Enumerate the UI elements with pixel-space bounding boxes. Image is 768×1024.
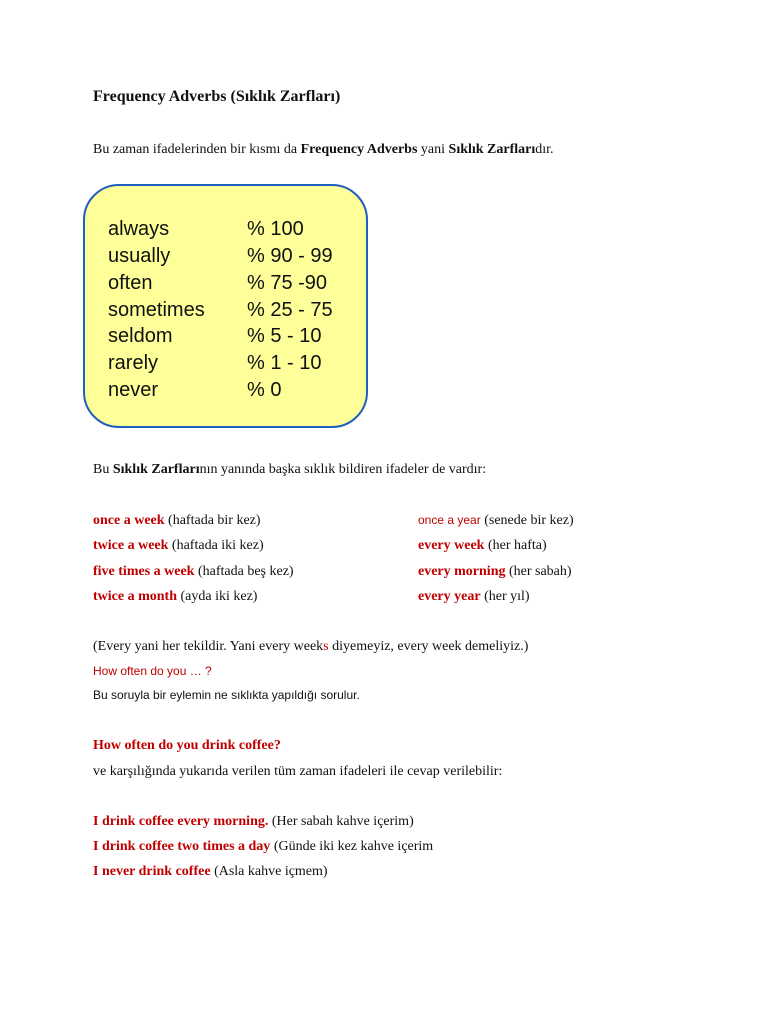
expression-phrase: every morning (418, 564, 506, 579)
intro-bold-frequency-adverbs: Frequency Adverbs (300, 142, 418, 157)
expression-meaning: (her yıl) (480, 589, 530, 604)
expression-item (418, 589, 530, 605)
frequency-percent: % 25 - 75 (247, 299, 333, 321)
expression-item (93, 564, 294, 580)
frequency-percent: % 75 -90 (247, 272, 328, 294)
note-red-s: s (323, 639, 329, 654)
frequency-word: rarely (108, 352, 159, 374)
example-sentence (93, 864, 328, 880)
other-expressions-intro (93, 462, 486, 478)
how-often-heading: How often do you … ? (93, 664, 212, 678)
note-pre: (Every yani her tekildir. Yani every week (93, 639, 324, 654)
intro-paragraph (93, 142, 554, 158)
frequency-word: sometimes (108, 299, 205, 321)
example-turkish: (Günde iki kez kahve içerim (270, 839, 434, 854)
frequency-percent: % 0 (247, 379, 282, 401)
expression-item (93, 538, 264, 554)
expression-item (418, 538, 547, 554)
intro-text-mid: yani (417, 142, 449, 157)
expression-phrase: twice a month (93, 589, 177, 604)
expression-meaning: (haftada bir kez) (164, 513, 261, 528)
frequency-percent: % 100 (247, 218, 304, 240)
expression-phrase: five times a week (93, 564, 195, 579)
other-intro-pre: Bu (93, 462, 113, 477)
example-turkish: (Asla kahve içmem) (210, 864, 328, 879)
example-english: I drink coffee two times a day (93, 839, 271, 854)
frequency-table-box (83, 184, 368, 428)
answer-intro: ve karşılığında yukarıda verilen tüm zaman ifadeleri ile cevap verilebilir: (93, 764, 503, 779)
intro-text-post: dır. (535, 142, 554, 157)
example-question: How often do you drink coffee? (93, 738, 281, 753)
expression-meaning: (her sabah) (505, 564, 572, 579)
other-intro-post: nın yanında başka sıklık bildiren ifadeler de vardır: (199, 462, 487, 477)
frequency-word: always (108, 218, 170, 240)
frequency-percent: % 90 - 99 (247, 245, 333, 267)
every-note (93, 639, 528, 655)
expression-meaning: (ayda iki kez) (177, 589, 258, 604)
example-sentence (93, 814, 414, 830)
expression-meaning: (haftada beş kez) (194, 564, 294, 579)
expression-item (418, 513, 574, 529)
expression-item (93, 589, 257, 605)
intro-bold-siklik-zarflari: Sıklık Zarfları (448, 142, 536, 157)
expression-phrase: every week (418, 538, 485, 553)
note-post: diyemeyiz, every week demeliyiz.) (328, 639, 529, 654)
frequency-word: often (108, 272, 153, 294)
intro-text-pre: Bu zaman ifadelerinden bir kısmı da (93, 142, 301, 157)
expression-item (418, 564, 572, 580)
frequency-percent: % 5 - 10 (247, 325, 322, 347)
example-turkish: (Her sabah kahve içerim) (268, 814, 414, 829)
page-title: Frequency Adverbs (Sıklık Zarfları) (93, 88, 341, 105)
other-intro-bold: Sıklık Zarfları (112, 462, 200, 477)
expression-phrase: once a week (93, 513, 165, 528)
frequency-percent: % 1 - 10 (247, 352, 322, 374)
frequency-word: usually (108, 245, 171, 267)
frequency-word: seldom (108, 325, 173, 347)
example-english: I drink coffee every morning. (93, 814, 269, 829)
expression-phrase: twice a week (93, 538, 169, 553)
expression-meaning: (her hafta) (484, 538, 547, 553)
example-sentence (93, 839, 433, 855)
expression-meaning: (senede bir kez) (480, 513, 574, 528)
expression-phrase: once a year (418, 513, 481, 527)
frequency-word: never (108, 379, 159, 401)
expression-item (93, 513, 261, 529)
how-often-description: Bu soruyla bir eylemin ne sıklıkta yapıldığı sorulur. (93, 688, 360, 702)
expression-meaning: (haftada iki kez) (168, 538, 264, 553)
expression-phrase: every year (418, 589, 481, 604)
example-english: I never drink coffee (93, 864, 211, 879)
